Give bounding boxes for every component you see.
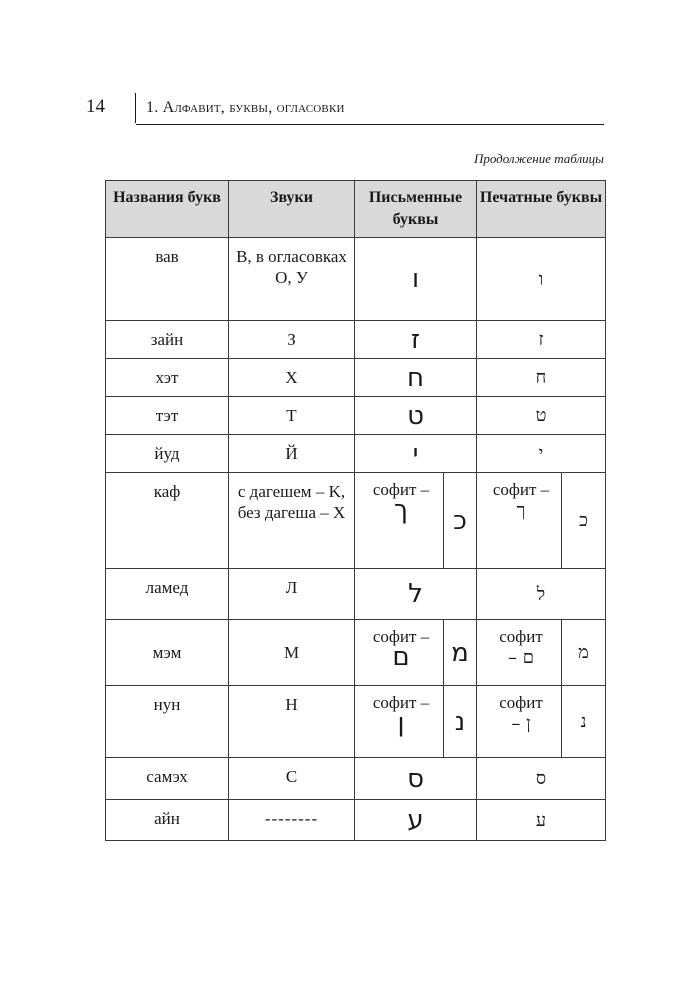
sofit-label: софит – — [492, 480, 550, 499]
letter-name: мэм — [106, 620, 229, 686]
letter-name: ламед — [106, 569, 229, 620]
table-row — [106, 359, 606, 397]
table-row — [106, 397, 606, 435]
print-letter: ז — [477, 321, 606, 359]
print-letter: ט — [477, 397, 606, 435]
letter-name: вав — [106, 238, 229, 321]
table-row — [106, 435, 606, 473]
script-sofit-letter: ם — [392, 642, 410, 672]
table-row — [106, 238, 606, 321]
column-header-sounds: Звуки — [229, 181, 355, 238]
letter-sound: Л — [229, 569, 355, 620]
letter-sound: Н — [229, 686, 355, 758]
column-header-print: Печатные буквы — [477, 181, 606, 238]
hebrew-letters-table — [105, 180, 606, 841]
letter-sound: З — [229, 321, 355, 359]
script-sofit — [355, 686, 444, 758]
letter-sound: -------- — [229, 800, 355, 841]
script-sofit — [355, 620, 444, 686]
script-letter: י — [355, 435, 477, 473]
letter-name: хэт — [106, 359, 229, 397]
script-letter: ז — [355, 321, 477, 359]
script-letter: ח — [355, 359, 477, 397]
print-letter: נ — [562, 686, 606, 758]
letter-name: тэт — [106, 397, 229, 435]
running-title: 1. Алфавит, буквы, огласовки — [146, 99, 345, 116]
letter-sound: М — [229, 620, 355, 686]
table-row — [106, 569, 606, 620]
print-sofit-letter: ך — [516, 500, 526, 521]
script-sofit-letter: ן — [397, 708, 405, 738]
letter-name: самэх — [106, 758, 229, 800]
letter-name: йуд — [106, 435, 229, 473]
print-letter: מ — [562, 620, 606, 686]
script-letter: ע — [355, 800, 477, 841]
print-sofit — [477, 686, 562, 758]
sofit-label: софит — [499, 693, 543, 712]
table-continuation-note: Продолжение таблицы — [473, 151, 604, 166]
script-sofit-letter: ך — [394, 495, 408, 525]
letter-sound: С — [229, 758, 355, 800]
sofit-label: софит – — [372, 693, 430, 712]
print-letter: ח — [477, 359, 606, 397]
header-divider — [135, 93, 136, 123]
script-sofit — [355, 473, 444, 569]
column-header-names: Названия букв — [106, 181, 229, 238]
letter-name: нун — [106, 686, 229, 758]
script-letter: ט — [355, 397, 477, 435]
print-letter: כ — [562, 473, 606, 569]
letter-sound: Т — [229, 397, 355, 435]
letter-name: каф — [106, 473, 229, 569]
sofit-label: софит – — [372, 480, 430, 499]
letter-sound: В, в огласовках О, У — [229, 238, 355, 321]
script-letter: ל — [355, 569, 477, 620]
column-header-script: Письменные буквы — [355, 181, 477, 238]
letter-name: зайн — [106, 321, 229, 359]
table-row — [106, 758, 606, 800]
script-letter: כ — [444, 473, 477, 569]
print-sofit — [477, 620, 562, 686]
sofit-label: софит — [499, 627, 543, 646]
page-number: 14 — [86, 96, 105, 117]
table-row — [106, 620, 606, 686]
print-letter: ס — [477, 758, 606, 800]
print-letter: ע — [477, 800, 606, 841]
letter-sound: Й — [229, 435, 355, 473]
print-sofit-letter: – ן — [511, 713, 531, 734]
print-sofit-letter: – ם — [508, 647, 534, 668]
script-letter: מ — [444, 620, 477, 686]
letter-name: айн — [106, 800, 229, 841]
letter-sound: с дагешем – K, без дагеша – Х — [229, 473, 355, 569]
table-row — [106, 321, 606, 359]
letter-sound: Х — [229, 359, 355, 397]
script-letter: ו — [355, 238, 477, 321]
print-letter: ל — [477, 569, 606, 620]
print-letter: ו — [477, 238, 606, 321]
print-sofit — [477, 473, 562, 569]
table-row — [106, 800, 606, 841]
script-letter: ס — [355, 758, 477, 800]
header-rule — [136, 124, 604, 125]
script-letter: נ — [444, 686, 477, 758]
table-row — [106, 473, 606, 569]
table-row — [106, 686, 606, 758]
print-letter: י — [477, 435, 606, 473]
sofit-label: софит – — [372, 627, 430, 646]
